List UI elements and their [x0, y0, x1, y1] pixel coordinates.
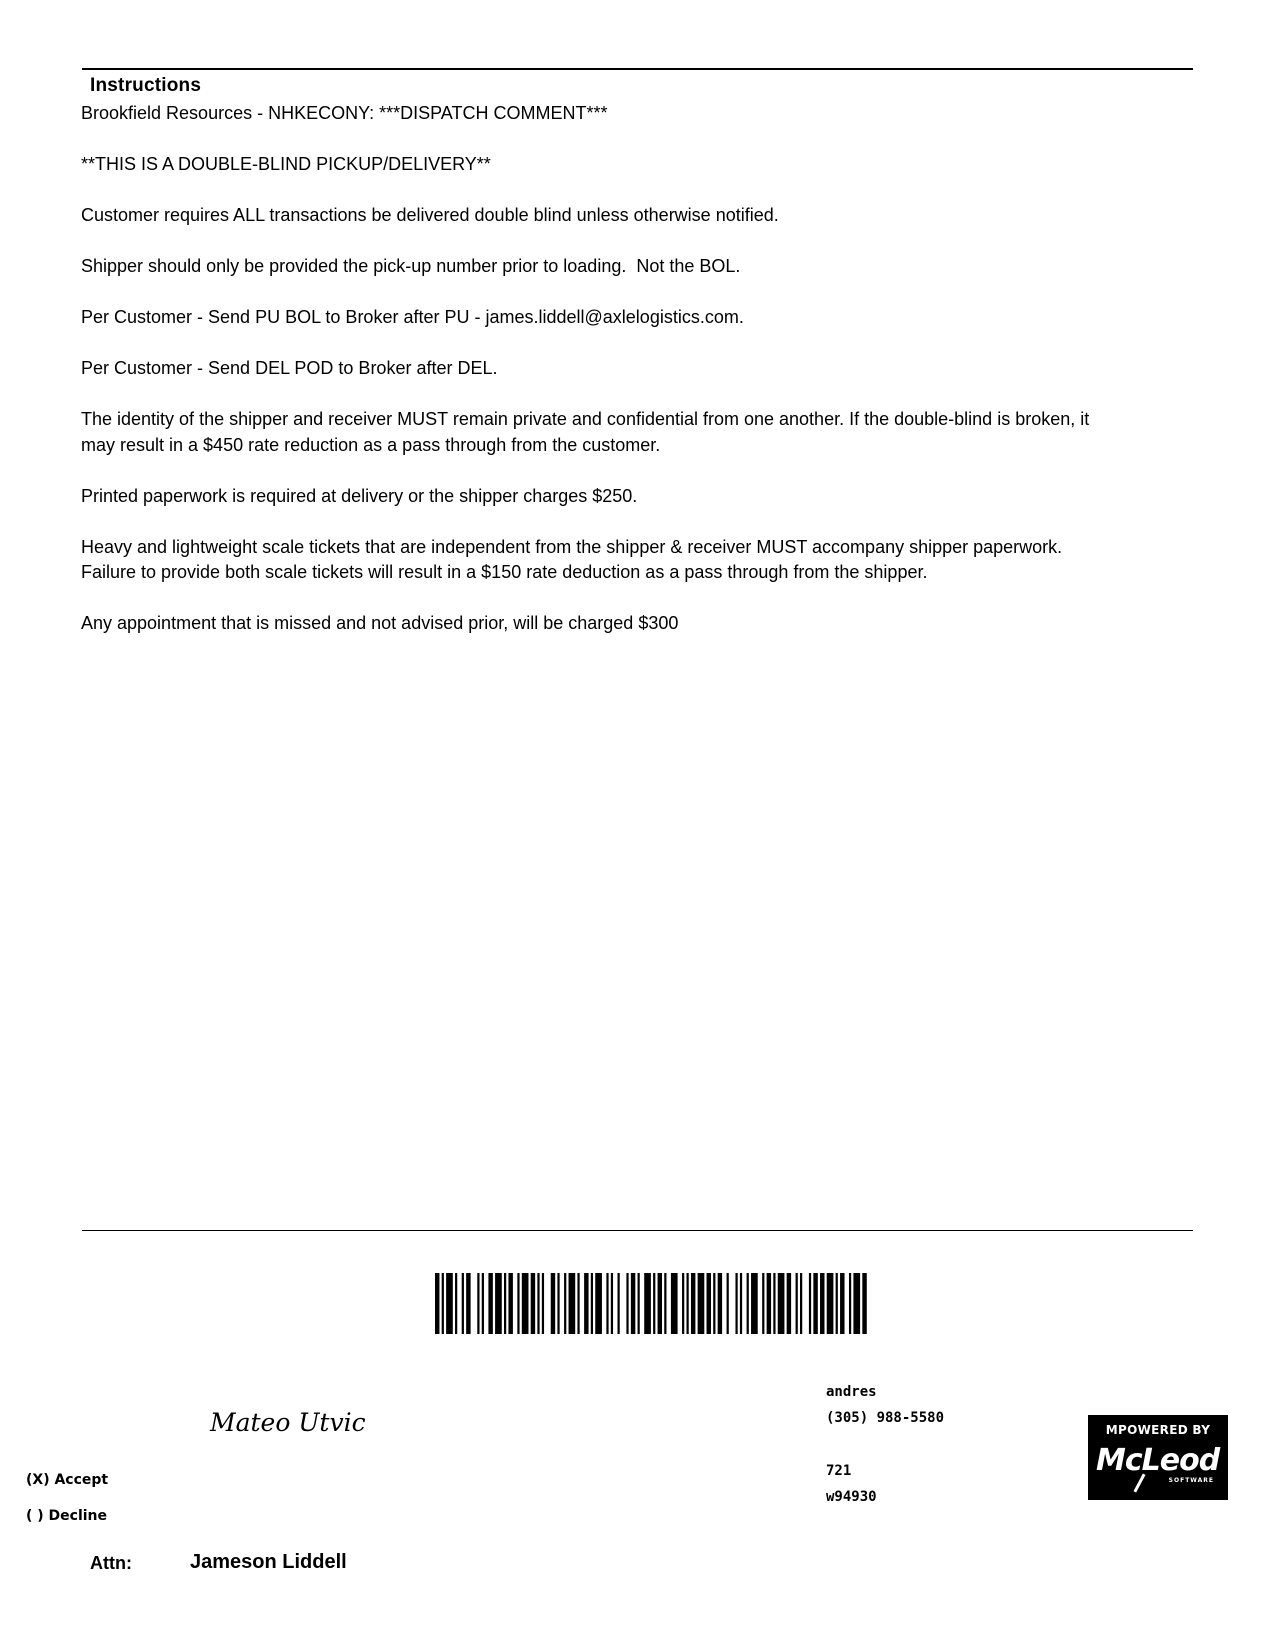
barcode-bar	[718, 1273, 722, 1334]
barcode-bar	[462, 1273, 464, 1334]
barcode-bar	[773, 1273, 775, 1334]
barcode-bar	[618, 1273, 620, 1334]
bottom-divider	[82, 1230, 1193, 1231]
barcode-bar	[584, 1273, 588, 1334]
barcode-bar	[698, 1273, 705, 1334]
barcode-bar	[820, 1273, 824, 1334]
contact-name: andres	[826, 1384, 877, 1400]
barcode-bar	[595, 1273, 602, 1334]
barcode-bar	[537, 1273, 539, 1334]
barcode-bar	[631, 1273, 635, 1334]
barcode-bar	[767, 1273, 771, 1334]
barcode-bar	[611, 1273, 613, 1334]
instruction-line: **THIS IS A DOUBLE-BLIND PICKUP/DELIVERY**	[81, 154, 491, 174]
instruction-line: Printed paperwork is required at delivery or the shipper charges $250.	[81, 485, 638, 506]
top-divider	[82, 68, 1193, 70]
instruction-line: Heavy and lightweight scale tickets that are independent from the shipper & receiver MUST accompany shipper paperwork. Failure to provide both scale tickets will result in a $150 rate deduction as a pass through from the shipper.	[81, 536, 1068, 582]
barcode-bar	[653, 1273, 655, 1334]
contact-id: w94930	[826, 1489, 877, 1505]
barcode-bar	[713, 1273, 715, 1334]
instruction-line: The identity of the shipper and receiver MUST remain private and confidential from one another. If the double-blind is broken, it may result in a $450 rate reduction as a pass through from the customer.	[81, 409, 1095, 455]
barcode-bar	[664, 1273, 666, 1334]
barcode-bar	[577, 1273, 579, 1334]
instruction-line: Shipper should only be provided the pick-up number prior to loading. Not the BOL.	[81, 256, 741, 276]
barcode-bar	[682, 1273, 684, 1334]
barcode-bar	[658, 1273, 662, 1334]
barcode-bar	[740, 1273, 742, 1334]
decline-option[interactable]: ( ) Decline	[26, 1508, 108, 1524]
barcode-bar	[862, 1273, 866, 1334]
barcode-image	[435, 1273, 869, 1334]
barcode-bar	[442, 1273, 444, 1334]
barcode-bar	[849, 1273, 851, 1334]
barcode-bar	[477, 1273, 479, 1334]
barcode-bar	[542, 1273, 544, 1334]
logo-tagline: MPOWERED BY	[1105, 1423, 1211, 1437]
barcode-bar	[551, 1273, 555, 1334]
barcode-bar	[508, 1273, 512, 1334]
barcode-bar	[606, 1273, 608, 1334]
barcode-bar	[800, 1273, 802, 1334]
instruction-line: Customer requires ALL transactions be delivered double blind unless otherwise notified.	[81, 205, 779, 225]
barcode-bar	[644, 1273, 651, 1334]
barcode-bar	[671, 1273, 678, 1334]
barcode-bar	[707, 1273, 711, 1334]
instructions-body	[81, 101, 1101, 662]
barcode-bar	[836, 1273, 838, 1334]
barcode-bar	[853, 1273, 860, 1334]
barcode-bar	[735, 1273, 737, 1334]
instruction-line: Per Customer - Send DEL POD to Broker after DEL.	[81, 358, 498, 378]
logo-subtext: SOFTWARE	[1168, 1477, 1214, 1484]
barcode-bar	[778, 1273, 785, 1334]
barcode-bar	[751, 1273, 758, 1334]
barcode-bar	[747, 1273, 749, 1334]
barcode-bar	[727, 1273, 729, 1334]
barcode-bar	[531, 1273, 535, 1334]
mcleod-logo	[1088, 1415, 1228, 1500]
barcode-bar	[495, 1273, 502, 1334]
barcode-bar	[809, 1273, 811, 1334]
accept-option[interactable]: (X) Accept	[26, 1472, 109, 1488]
contact-phone: (305) 988-5580	[826, 1410, 945, 1426]
barcode-bar	[762, 1273, 764, 1334]
barcode-bar	[686, 1273, 688, 1334]
instruction-line: Brookfield Resources - NHKECONY: ***DISPATCH COMMENT***	[81, 103, 608, 123]
barcode-bar	[435, 1273, 439, 1334]
barcode-bar	[626, 1273, 628, 1334]
instruction-line: Per Customer - Send PU BOL to Broker after PU - james.liddell@axlelogistics.com.	[81, 307, 744, 327]
barcode-bar	[482, 1273, 484, 1334]
barcode-bar	[591, 1273, 593, 1334]
barcode-bar	[455, 1273, 457, 1334]
attn-label: Attn:	[90, 1553, 132, 1573]
contact-reference: 721	[826, 1463, 852, 1479]
barcode-bar	[787, 1273, 791, 1334]
barcode-bar	[840, 1273, 844, 1334]
logo-brand: McLeod	[1096, 1443, 1220, 1478]
barcode-bar	[638, 1273, 640, 1334]
barcode-bar	[504, 1273, 506, 1334]
barcode-bar	[446, 1273, 453, 1334]
instruction-line: Any appointment that is missed and not advised prior, will be charged $300	[81, 613, 679, 633]
barcode-bar	[813, 1273, 817, 1334]
barcode-bar	[796, 1273, 798, 1334]
attn-name: Jameson Liddell	[190, 1551, 347, 1573]
barcode-bar	[517, 1273, 519, 1334]
barcode-bar	[827, 1273, 834, 1334]
barcode-bar	[691, 1273, 695, 1334]
barcode-bar	[466, 1273, 470, 1334]
barcode-bar	[557, 1273, 559, 1334]
barcode-bar	[522, 1273, 529, 1334]
handwritten-signature: Mateo Utvic	[210, 1408, 366, 1437]
instructions-heading: Instructions	[90, 75, 202, 96]
barcode-bar	[564, 1273, 566, 1334]
barcode-bar	[488, 1273, 492, 1334]
barcode-bar	[569, 1273, 576, 1334]
